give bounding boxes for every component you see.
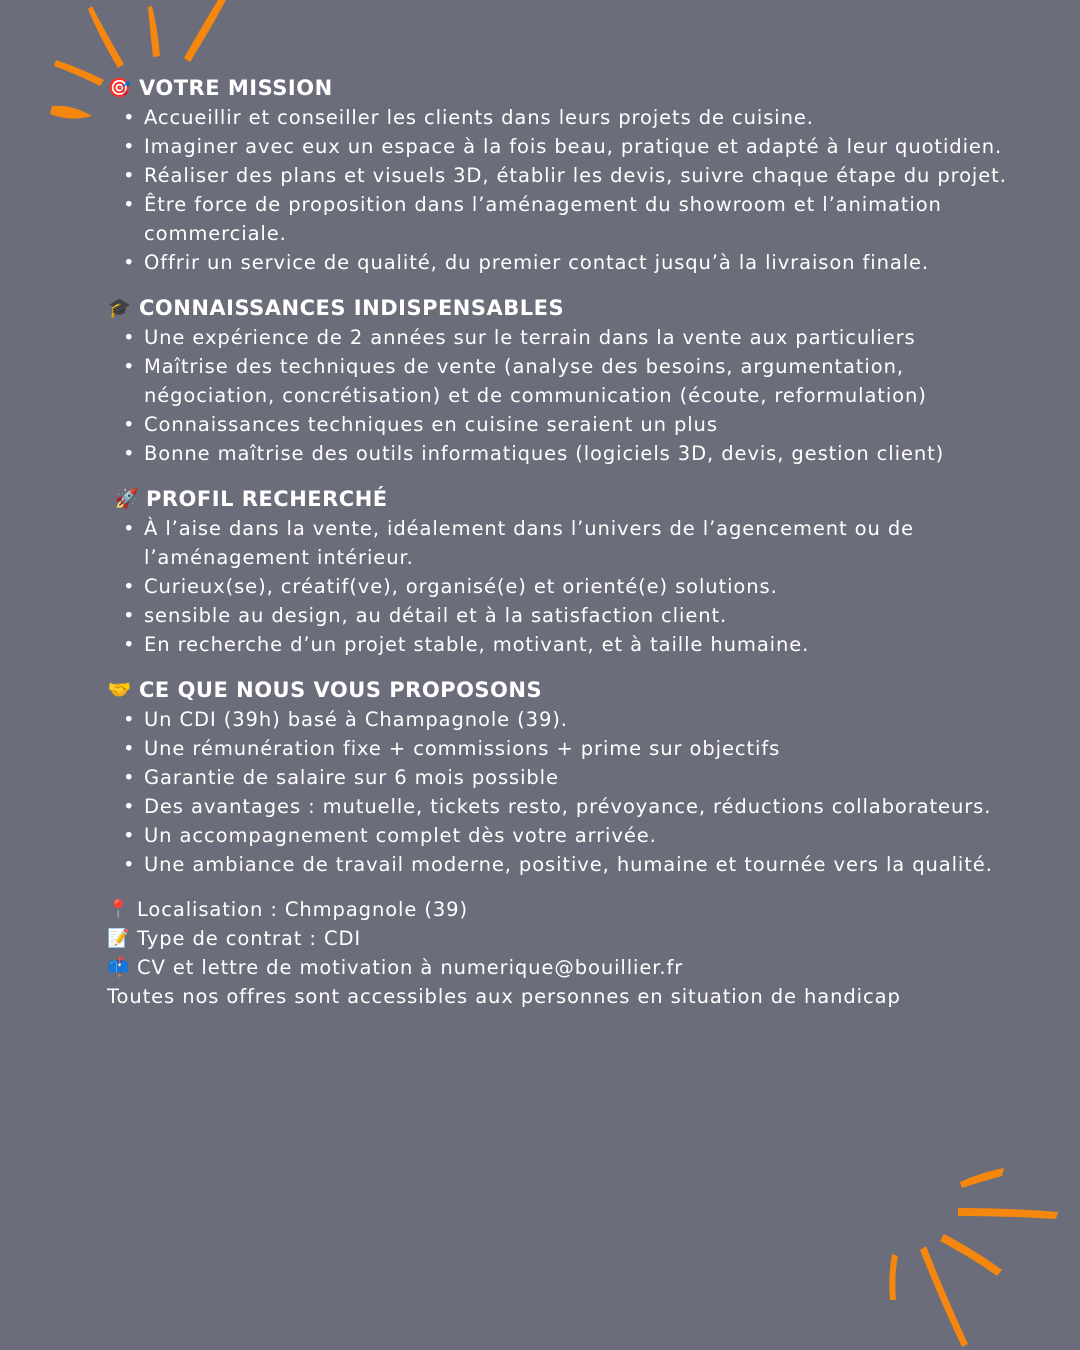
rocket-icon: 🚀 (114, 488, 140, 510)
location-line (107, 895, 1007, 924)
section-mission (107, 73, 1007, 277)
burst-stroke-top-2 (148, 6, 160, 57)
contract-line (107, 924, 1007, 953)
job-offer-content (107, 73, 1007, 1027)
list-item: • En recherche d’un projet stable, motivant, et à taille humaine. (123, 630, 1007, 659)
graduation-cap-icon: 🎓 (107, 297, 133, 319)
burst-stroke-bottom-3 (940, 1234, 1002, 1276)
list-item: • Une expérience de 2 années sur le terrain dans la vente aux particuliers (123, 323, 1007, 352)
burst-stroke-top-3 (184, 0, 226, 62)
profile-list (107, 514, 1007, 659)
mailbox-icon: 📫 (107, 957, 131, 978)
burst-stroke-bottom-1 (960, 1168, 1004, 1188)
list-item: • Une ambiance de travail moderne, positive, humaine et tournée vers la qualité. (123, 850, 1007, 879)
target-icon: 🎯 (107, 77, 133, 99)
footer-info (107, 895, 1007, 1011)
list-item: • sensible au design, au détail et à la satisfaction client. (123, 601, 1007, 630)
burst-stroke-bottom-5 (889, 1254, 898, 1300)
section-profile (107, 484, 1007, 659)
burst-stroke-top-5 (50, 106, 92, 119)
list-item: • Un accompagnement complet dès votre arrivée. (123, 821, 1007, 850)
list-item: • Curieux(se), créatif(ve), organisé(e) et orienté(e) solutions. (123, 572, 1007, 601)
apply-text: CV et lettre de motivation à numerique@bouillier.fr (137, 956, 684, 979)
list-item: • Garantie de salaire sur 6 mois possible (123, 763, 1007, 792)
memo-icon: 📝 (107, 928, 131, 949)
section-title: VOTRE MISSION (139, 76, 333, 100)
apply-line (107, 953, 1007, 982)
section-title: CE QUE NOUS VOUS PROPOSONS (139, 678, 543, 702)
burst-stroke-bottom-2 (958, 1208, 1058, 1219)
handshake-icon: 🤝 (107, 679, 133, 701)
section-heading (107, 293, 1007, 323)
pin-icon: 📍 (107, 899, 131, 920)
list-item: • Connaissances techniques en cuisine seraient un plus (123, 410, 1007, 439)
section-heading (107, 484, 1007, 514)
section-offer (107, 675, 1007, 879)
section-heading (107, 675, 1007, 705)
mission-list (107, 103, 1007, 277)
list-item: • Une rémunération fixe + commissions + prime sur objectifs (123, 734, 1007, 763)
offer-list (107, 705, 1007, 879)
list-item: • Un CDI (39h) basé à Champagnole (39). (123, 705, 1007, 734)
section-knowledge (107, 293, 1007, 468)
accessibility-note: Toutes nos offres sont accessibles aux personnes en situation de handicap (107, 985, 901, 1008)
contract-text: Type de contrat : CDI (137, 927, 362, 950)
list-item: • Maîtrise des techniques de vente (analyse des besoins, argumentation, négociation, concrétisation) et de communication (écoute, reformulation) (123, 352, 1007, 410)
list-item: • Bonne maîtrise des outils informatiques (logiciels 3D, devis, gestion client) (123, 439, 1007, 468)
list-item: • Imaginer avec eux un espace à la fois beau, pratique et adapté à leur quotidien. (123, 132, 1007, 161)
burst-stroke-bottom-4 (920, 1246, 968, 1347)
list-item: • Offrir un service de qualité, du premier contact jusqu’à la livraison finale. (123, 248, 1007, 277)
burst-stroke-top-4 (54, 60, 104, 86)
list-item: • Réaliser des plans et visuels 3D, établir les devis, suivre chaque étape du projet. (123, 161, 1007, 190)
burst-stroke-top-1 (88, 6, 124, 68)
list-item: • Être force de proposition dans l’aménagement du showroom et l’animation commerciale. (123, 190, 1007, 248)
list-item: • Des avantages : mutuelle, tickets resto, prévoyance, réductions collaborateurs. (123, 792, 1007, 821)
list-item: • Accueillir et conseiller les clients dans leurs projets de cuisine. (123, 103, 1007, 132)
section-title: PROFIL RECHERCHÉ (146, 487, 388, 511)
section-heading (107, 73, 1007, 103)
location-text: Localisation : Chmpagnole (39) (137, 898, 468, 921)
list-item: • À l’aise dans la vente, idéalement dans l’univers de l’agencement ou de l’aménagement intérieur. (123, 514, 1007, 572)
knowledge-list (107, 323, 1007, 468)
section-title: CONNAISSANCES INDISPENSABLES (139, 296, 565, 320)
